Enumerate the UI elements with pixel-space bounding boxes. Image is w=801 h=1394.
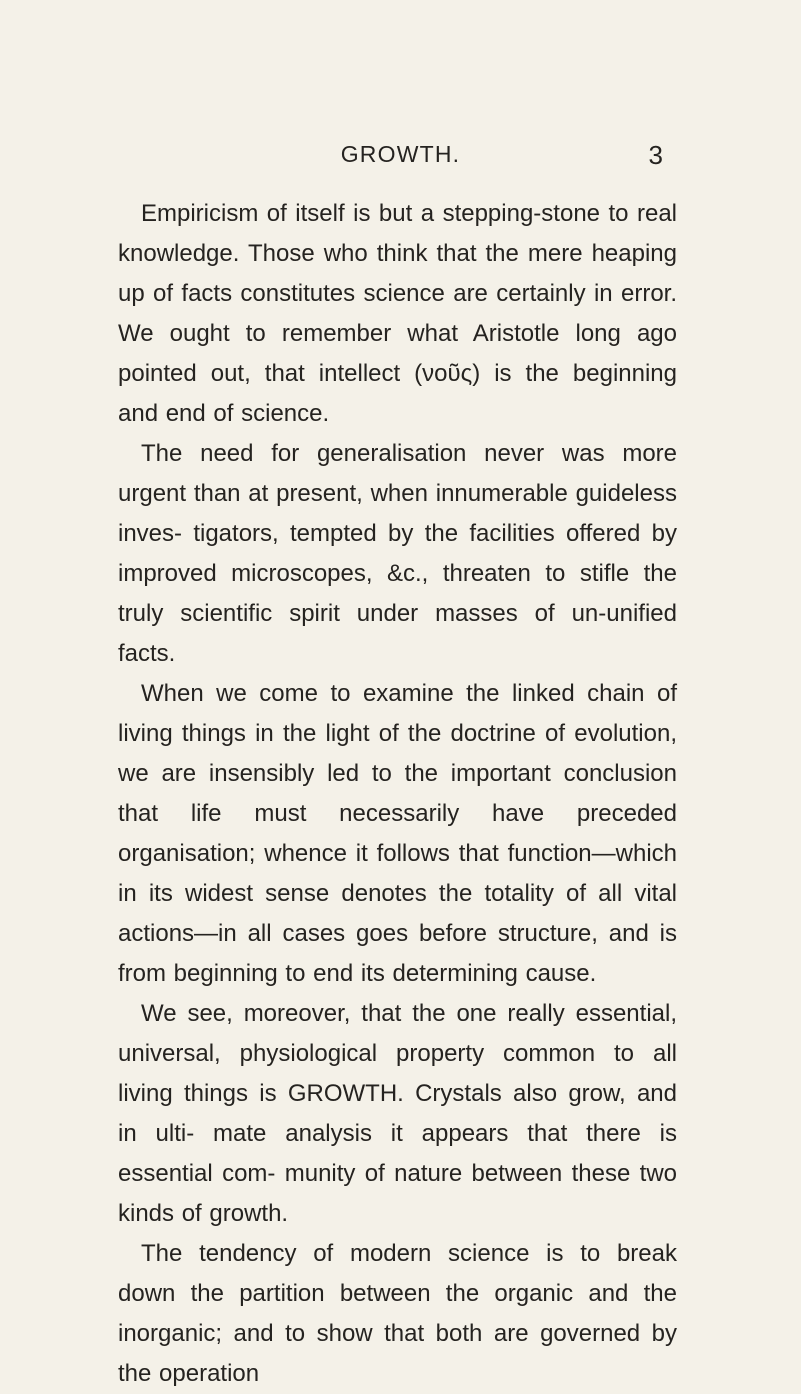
paragraph-empiricism: Empiricism of itself is but a stepping-stone to real knowledge. Those who think that the mere heaping up of facts constitutes science are certainly in error. We ought to remember what Aristotle long ago pointed out, that intellect (νοῦς) is the beginning and end of science. bbox=[118, 200, 677, 427]
main-text bbox=[118, 194, 677, 1394]
paragraph-generalisation: The need for generalisation never was more urgent than at present, when innumerable guideless inves- tigators, tempted by the facilities offered by improved microscopes, &c., threaten to stifle the truly scientific spirit under masses of un-unified facts. bbox=[118, 440, 677, 667]
paragraph-life-function: When we come to examine the linked chain of living things in the light of the doctrine of evolution, we are insensibly led to the important conclusion that life must necessarily have preceded organisation; whence it follows that function—which in its widest sense denotes the totality of all vital actions—in all cases goes before structure, and is from beginning to end its determining cause. bbox=[118, 680, 677, 987]
paragraph-organic-inorganic: The tendency of modern science is to break down the partition between the organic and the inorganic; and to show that both are governed by the operation bbox=[118, 1240, 677, 1387]
page-number: 3 bbox=[648, 140, 663, 170]
running-title: GROWTH. bbox=[340, 141, 461, 167]
running-header bbox=[0, 136, 801, 172]
paragraph-growth: We see, moreover, that the one really essential, universal, physiological property common to all living things is GROWTH. Crystals also grow, and in ulti- mate analysis it appears that there is essential com- munity of nature between these two kinds of growth. bbox=[118, 1000, 677, 1227]
